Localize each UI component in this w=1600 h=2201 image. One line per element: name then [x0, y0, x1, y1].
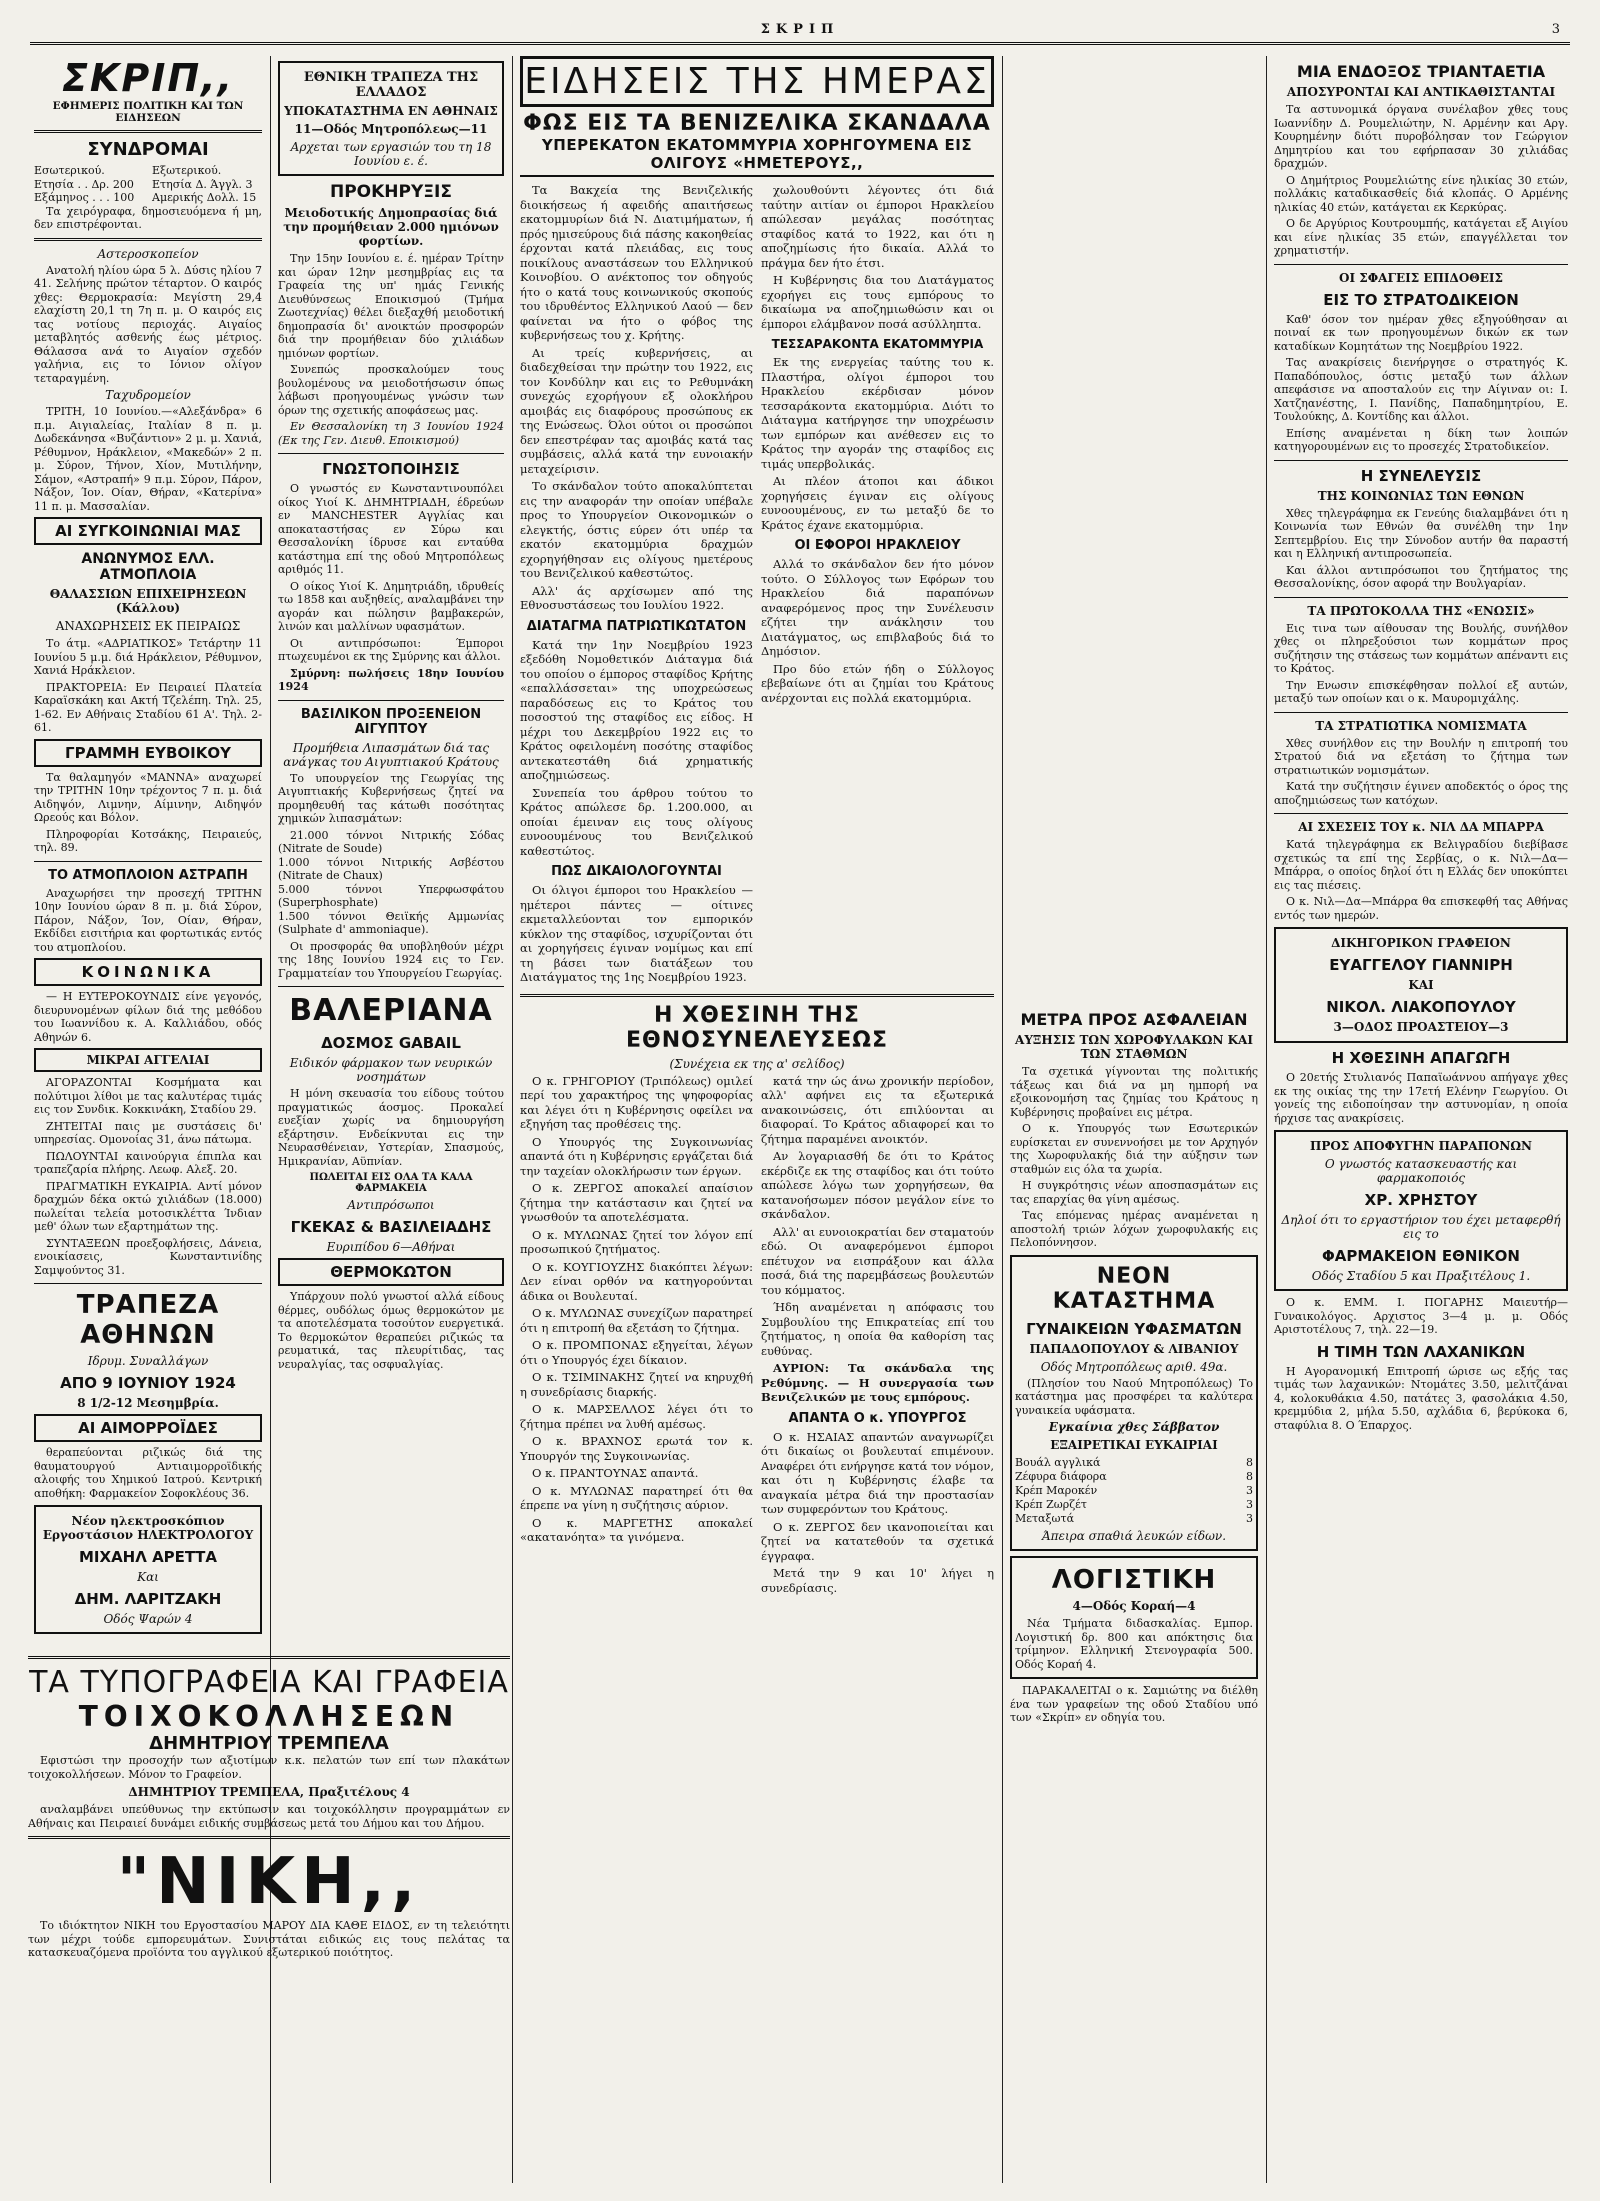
- egypt-consulate-text-2: Οι προσφοράς θα υποβληθούν μέχρι της 18ης Ιουνίου 1924 εις το Γεν. Γραμματείαν του Υπουργείου Γεωργίας.: [278, 939, 504, 980]
- ephors-paragraph: Αλλά το σκάνδαλον δεν ήτο μόνον τούτο. Ο Σύλλογος των Εφόρων του Ηρακλείου διά παραπόνων αναφερόμενος προς την Συνέλευσιν εζήτει την ανάκλησιν του Διατάγματος, ως επιβλαβούς διά το Δημόσιον.: [761, 557, 994, 658]
- lawyer-ad: [1274, 927, 1568, 1043]
- military-coins-text-2: Κατά την συζήτησιν έγινεν αποδεκτός ο όρος της αποζημιώσεως των κατόχων.: [1274, 780, 1568, 807]
- ship-company-departures: ΑΝΑΧΩΡΗΣΕΙΣ ΕΚ ΠΕΙΡΑΙΩΣ: [55, 619, 241, 633]
- thermokoton-title: ΘΕΡΜΟΚΩΤΟΝ: [278, 1258, 504, 1286]
- divider: [34, 238, 262, 241]
- announcement-title: ΓΝΩΣΤΟΠΟΙΗΣΙΣ: [322, 460, 460, 478]
- ship-company-subtitle: ΘΑΛΑΣΣΙΩΝ ΕΠΙΧΕΙΡΗΣΕΩΝ (Κάλλου): [49, 587, 247, 615]
- price-row-label: Βουάλ αγγλικά: [1015, 1456, 1101, 1469]
- new-shop-address: Οδός Μητροπόλεως αριθ. 49α.: [1040, 1359, 1228, 1374]
- forty-million-paragraph: Εκ της ενεργείας ταύτης του κ. Πλαστήρα, ολίγοι έμποροι του Ηρακλείου εκέρδισαν μόνον τεσσαράκοντα εκατομμύρια. Διότι το Διάταγμα κατήργησε την υποχρέωσιν των εμπόρων και ανέθεσεν εις το Κράτος την αγοράν της σταφίδος εις τιμάς υπερβολικάς.: [761, 355, 994, 471]
- new-shop-ad: [1010, 1255, 1258, 1552]
- valeriana-where: ΠΩΛΕΙΤΑΙ ΕΙΣ ΟΛΑ ΤΑ ΚΑΛΑ ΦΑΡΜΑΚΕΙΑ: [309, 1172, 473, 1194]
- small-ad: ΠΩΛΟΥΝΤΑΙ καινούργια έπιπλα και τραπεζαρία πλήρης. Λεωφ. Αλεξ. 20.: [34, 1149, 262, 1176]
- header-paper-name: ΣΚΡΙΠ: [760, 22, 840, 37]
- lead-paragraph: Αι τρείς κυβερνήσεις, αι διαδεχθείσαι την πρώτην του 1922, εις τον Κονδύλην και εις το Ρεθυμνάκη συνεχώς εχορήγουν εξ ολοκλήρου αμοιβάς εις διαφόρους προσώπους εκ της Ενώσεως. Όλοι ούτοι οι προσώποι δεν επεστρέφαν τας αμοιβάς κατά τας συμβάσεις, αλλά κατά την ευνοιακήν μεταχείρισιν.: [520, 345, 753, 476]
- protocols-text-2: Την Ενωσιν επισκέφθησαν πολλοί εξ αυτών, μεταξύ των οποίων και ο κ. Μαυρομιχάλης.: [1274, 678, 1568, 705]
- subhead-decree: ΔΙΑΤΑΓΜΑ ΠΑΤΡΙΩΤΙΚΩΤΑΤΟΝ: [526, 618, 747, 634]
- arretta-name2: ΔΗΜ. ΛΑΡΙΤΖΑΚΗ: [74, 1590, 222, 1608]
- nil-title: ΑΙ ΣΧΕΣΕΙΣ ΤΟΥ κ. ΝΙΛ ΔΑ ΜΠΑΡΡΑ: [1298, 820, 1544, 834]
- military-coins-text: Χθες συνήλθον εις την Βουλήν η επιτροπή του Στρατού διά να εξετάση το ζήτημα των στρατιωτικών νομισμάτων.: [1274, 736, 1568, 777]
- decree-paragraph: Κατά την 1ην Νοεμβρίου 1923 εξεδόθη Νομοθετικόν Διάταγμα διά του οποίου ο έμπορος σταφίδος Κρήτης «επαλλάσσεται» της υποχρεώσεως παραδόσεως εις το Κράτος του ποσοστού της σταφίδος εις είδος. Η μέχρι του Δεκεμβρίου 1922 εις το Κράτος οφειλομένη ποσότης σταφίδος αντεκατεστάθη διά χρηματικής αποζημιώσεως.: [520, 637, 753, 782]
- ship-company-text: Το άτμ. «ΑΔΡΙΑΤΙΚΟΣ» Τετάρτην 11 Ιουνίου 5 μ.μ. διά Ηράκλειον, Ρέθυμνον, Χανιά Ηράκλειον.: [34, 637, 262, 677]
- divider: [278, 986, 504, 987]
- court-subtitle: ΕΙΣ ΤΟ ΣΤΡΑΤΟΔΙΚΕΙΟΝ: [1323, 290, 1519, 309]
- valeriana-title: ΒΑΛΕΡΙΑΝΑ: [289, 993, 493, 1028]
- astrapi-text: Αναχωρήσει την προσεχή ΤΡΙΤΗΝ 10ην Ιουνίου ώραν 8 π. μ. διά Σύρον, Πάρον, Νάξον, Ίον, Οίαν, Θήραν, Εκδίδει εισιτήρια και φορτωτικάς εντός του ατμοπλοίου.: [34, 886, 262, 954]
- protocols-text: Εις τινα των αίθουσαν της Βουλής, συνήλθον χθες οι πληρεξούσιοι των κομμάτων προς συζήτησιν της στάσεως των κομμάτων απέναντι εις το Κράτος.: [1274, 621, 1568, 675]
- lead-right-text: Τα αστυνομικά όργανα συνέλαβον χθες τους Ιωαννίδην Δ. Ρουμελιώτην, Ν. Αρμένην και Αργ. Κουρημένην διότι πυροβόλησαν τον Γεώργιον Δημητρίου και του εφήρπασαν 30 χιλιάδας δραχμών.: [1274, 103, 1568, 170]
- haemorrhoids-text: θεραπεύονται ριζικώς διά της θαυματουργού Αντιαιμορροϊδικής αλοιφής του Χημικού Ιατρού. Κεντρική αποθήκη: Φαρμακείον Σοφοκλέους 36.: [34, 1446, 262, 1500]
- divider: [1274, 813, 1568, 814]
- lawyer-address: 3—ΟΔΟΣ ΠΡΟΑΣΤΕΙΟΥ—3: [1333, 1020, 1509, 1034]
- minister-paragraph: Μετά την 9 και 10' λήγει η συνεδρίασις.: [761, 1566, 994, 1595]
- pharmacy-text: Δηλοί ότι το εργαστήριον του έχει μεταφερθή εις το: [1281, 1213, 1561, 1241]
- valeriana-address: Ευριπίδου 6—Αθήναι: [326, 1240, 456, 1254]
- assembly-paragraph: Ο κ. ΜΥΛΩΝΑΣ ζητεί τον λόγον επί προσωπικού ζητήματος.: [520, 1227, 753, 1256]
- measures-text-4: Τας επόμενας ημέρας αναμένεται η αποστολή τριών λόχων χωροφυλακής εις Πελοπόννησον.: [1010, 1209, 1258, 1249]
- minister-paragraph: Ο κ. ΖΕΡΓΟΣ δεν ικανοποιείται και ζητεί να κατατεθούν τα σχετικά έγγραφα.: [761, 1519, 994, 1563]
- logistics-text: Νέα Τμήματα διδασκαλίας. Εμπορ. Λογιστική δρ. 800 και απόκτησις δια τρίμηνον. Ελληνική Στενογραφία 500. Οδός Κοραή 4.: [1015, 1617, 1253, 1671]
- print-shop-line-2: ΤΟΙΧΟΚΟΛΛΗΣΕΩΝ: [78, 1700, 460, 1733]
- lead-right-title: ΜΙΑ ΕΝΔΟΞΟΣ ΤΡΙΑΝΤΑΕΤΙΑ: [1296, 62, 1546, 81]
- arretta-name1: ΜΙΧΑΗΛ ΑΡΕΤΤΑ: [79, 1548, 217, 1566]
- ephors-paragraph: Προ δύο ετών ήδη ο Σύλλογος εβεβαίωνε ότι αι ζημίαι του Κράτους ανέρχονται εις πολλά εκατομμύρια.: [761, 661, 994, 705]
- line-agents: Πληροφορίαι Κοτσάκης, Πειραιεύς, τηλ. 89.: [34, 827, 262, 854]
- page-header: [30, 22, 1570, 45]
- bank-athens-date: ΑΠΟ 9 ΙΟΥΝΙΟΥ 1924: [60, 1374, 236, 1392]
- assembly-paragraph: Ο κ. ΖΕΡΓΟΣ αποκαλεί απαίσιον ζήτημα την κατάστασιν και ζητεί να γνωσθούν τα αποτελέσματα.: [520, 1181, 753, 1224]
- nike-text: Το ιδιόκτητον ΝΙΚΗ του Εργοστασίου ΜΑΡΟΥ ΔΙΑ ΚΑΘΕ ΕΙΔΟΣ, εν τη τελειότητι των μέχρι τούδε εμπορευμάτων. Συνιστάται ειδικώς εις τους πελάτας τα κατασκευαζόμενα προϊόντα του αγγλικού εξωτερικού ποιότητος.: [28, 1919, 510, 1959]
- announcement-text-3: Οι αντιπρόσωποι: Έμποροι πτωχευμένοι εκ της Σμύρνης και άλλοι.: [278, 636, 504, 663]
- valeriana-sub: ΔΟΣΜΟΣ GABAIL: [321, 1034, 461, 1052]
- pharmacy-address: Οδός Σταδίου 5 και Πραξιτέλους 1.: [1311, 1269, 1531, 1283]
- line-text: Τα θαλαμηγόν «ΜΑΝΝΑ» αναχωρεί την ΤΡΙΤΗΝ 10ην τρέχοντος 7 π. μ. διά Αιδηψόν, Λιμνην, Αίμινην, Αιδηψόν Ωρεούς και Βόλον.: [34, 770, 262, 824]
- small-ad: ΠΡΑΓΜΑΤΙΚΗ ΕΥΚΑΙΡΙΑ. Αντί μόνον δραχμών δέκα οκτώ χιλιάδων (18.000) πωλείται τελεία μοτοσικλέττα Ίνδιαν μεθ' όλων των εξαρτημάτων της.: [34, 1179, 262, 1233]
- assembly-paragraph: Ο Υπουργός της Συγκοινωνίας απαντά ότι η Κυβέρνησις εργάζεται διά την ταχείαν ολοκλήρωσιν των έργων.: [520, 1134, 753, 1178]
- astro-title: Αστεροσκοπείον: [97, 246, 199, 261]
- forty-million-paragraph: Αι πλέον άτοποι και άδικοι χορηγήσεις έγιναν εις ολίγους ευνοουμένους, εν τω μεταξύ δε το Κράτος έχανε εκατομμύρια.: [761, 474, 994, 532]
- meeting-subtitle: ΤΗΣ ΚΟΙΝΩΝΙΑΣ ΤΩΝ ΕΘΝΩΝ: [1317, 488, 1525, 503]
- assembly-paragraph: Ο κ. ΠΡΟΜΠΟΝΑΣ εξηγείται, λέγων ότι ο Υπουργός έχει δίκαιον.: [520, 1338, 753, 1367]
- subhead-justify: ΠΩΣ ΔΙΚΑΙΟΛΟΓΟΥΝΤΑΙ: [551, 864, 722, 879]
- divider: [28, 1656, 510, 1659]
- national-bank-address: 11—Οδός Μητροπόλεως—11: [294, 122, 488, 136]
- print-shop-text-2: αναλαμβάνει υπεύθυνως την εκτύπωσιν και τοιχοκόλλησιν προγραμμάτων εν Αθήναις και Πειραιεί δυνάμει ειδικής συμβάσεως μετά του Δήμου και του Δήμου.: [28, 1803, 510, 1830]
- meeting-text: Χθες τηλεγράφημα εκ Γενεύης διαλαμβάνει ότι η Κοινωνία των Εθνών θα συνέλθη την 1ην Σεπτεμβρίου. Εις την Σύνοδον αυτήν θα παραστή και η Ελληνική αντιπροσωπεία.: [1274, 506, 1568, 560]
- price-row: [1015, 1484, 1253, 1498]
- divider: [1274, 712, 1568, 713]
- tomorrow-note: ΑΥΡΙΟΝ: Τα σκάνδαλα της Ρεθύμνης. — Η συνεργασία των Βενιζελικών με τους εμπόρους.: [761, 1361, 994, 1404]
- price-row-label: Κρέπ Ζωρζέτ: [1015, 1498, 1087, 1511]
- subhead-ephors: ΟΙ ΕΦΟΡΟΙ ΗΡΑΚΛΕΙΟΥ: [794, 538, 961, 553]
- column-divider: [1002, 56, 1003, 2183]
- logistics-address: 4—Οδός Κοραή—4: [1072, 1599, 1196, 1613]
- notice-title: ΠΡΟΚΗΡΥΞΙΣ: [330, 182, 452, 202]
- new-shop-price-list: [1015, 1456, 1253, 1526]
- right-paragraph: Ήδη αναμένεται η απόφασις του Συμβουλίου της Επικρατείας επί του ζητήματος, η οποία θα καθορίση τας ευθύνας.: [761, 1300, 994, 1358]
- astro-text: Ανατολή ηλίου ώρα 5 λ. Δύσις ηλίου 7 41. Σελήνης πρώτον τέταρτον. Ο καιρός χθες: Θερμοκρασία: Μεγίστη 29,4 ελαχίστη 20,1 τη 7η π. μ. Ο καιρός εις τας νοτίους περιοχάς. Αιγαίος μεταβλητός ασθενής έως μέτριος. Θάλασσα ανά το Αιγαίον σχεδόν γαλήνια, εις το Ιόνιον ολίγον τεταραγμένη.: [34, 263, 262, 385]
- national-bank-sub: ΥΠΟΚΑΤΑΣΤΗΜΑ ΕΝ ΑΘΗΝΑΙΣ: [284, 104, 498, 118]
- smyrna-note: ΠΑΡΑΚΑΛΕΙΤΑΙ ο κ. Σαμιώτης να διέλθη ένα των γραφείων της οδού Σταδίου υπό των «Σκρίπ» εν οδηγία του.: [1010, 1684, 1258, 1724]
- decree-paragraph: Συνεπεία του άρθρου τούτου το Κράτος απώλεσε δρ. 1.200.000, αι οποίαι έμειναν εις τους ολίγους ευνοουμένους του Βενιζελικού καθεστώτος.: [520, 785, 753, 858]
- national-bank-title: ΕΘΝΙΚΗ ΤΡΑΠΕΖΑ ΤΗΣ ΕΛΛΑΔΟΣ: [303, 70, 479, 100]
- bank-athens-sub: Ιδρυμ. Συναλλάγων: [87, 1354, 209, 1368]
- mid-paragraph: Η Κυβέρνησις δια του Διατάγματος εχορήγει εις τους εμπόρους το δικαίωμα να αποζημιωθώσιν και οι έμποροι ελάμβανον ποσά ασύλληπτα.: [761, 273, 994, 331]
- new-shop-subtitle: ΓΥΝΑΙΚΕΙΩΝ ΥΦΑΣΜΑΤΩΝ: [1026, 1319, 1242, 1338]
- arretta-ad: [34, 1505, 262, 1634]
- arretta-address: Οδός Ψαρών 4: [103, 1612, 193, 1626]
- divider: [1274, 597, 1568, 598]
- valeriana-agents: ΓΚΕΚΑΣ & ΒΑΣΙΛΕΙΑΔΗΣ: [290, 1218, 492, 1236]
- subscriptions-foreign: Εξωτερικού. Ετησία Δ. Άγγλ. 3 Αμερικής Δολλ. 15: [152, 164, 257, 204]
- vegetable-prices-text: Η Αγορανομική Επιτροπή ώρισε ως εξής τας τιμάς των λαχανικών: Ντομάτες 3.50, μελιτζάναι 4, κολοκυθάκια 4.50, πατάτες 3, φασολάκια 4.50, κρεμμύδια 2, μήλα 5.50, αχλάδια 6, βερύκοκα 6, σταφύλια 8. Ο Έπαρχος.: [1274, 1364, 1568, 1432]
- small-ads-title: ΜΙΚΡΑΙ ΑΓΓΕΛΙΑΙ: [34, 1048, 262, 1072]
- divider: [34, 861, 262, 862]
- column-3: [514, 56, 1000, 2183]
- pharmacy-ad: [1274, 1130, 1568, 1291]
- divider: [34, 130, 262, 133]
- assembly-paragraph: Ο κ. ΓΡΗΓΟΡΙΟΥ (Τριπόλεως) ομιλεί περί του χαρακτήρος της ψηφοφορίας και λέγει ότι η Κυβέρνησις οφείλει να εξηγήση τας προθέσεις της.: [520, 1073, 753, 1131]
- post-text: ΤΡΙΤΗ, 10 Ιουνίου.—«Αλεξάνδρα» 6 π.μ. Αιγιαλείας, Ιταλίαν 8 π. μ. Δωδεκάνησα «Βυζάντιον» 2 μ. μ. Χανιά, Ρέθυμνον, Ηράκλειον, «Μακεδών» 2 π. μ. Σύρον, Τήνον, Χίον, Μυτιλήνην, Σάμον, «Αστραπή» 9 π.μ. Σύρον, Πάρον, Νάξον, Ίον. Οίαν, Θήραν, «Κατερίνα» 11 π. μ. Μασσαλίαν.: [34, 405, 262, 513]
- mid-paragraph: χωλουθούντι λέγοντες ότι διά ταύτην αιτίαν οι έμποροι Ηρακλείου απώλεσαν μεγάλας ποσότητας σταφίδος κατά το 1922, και ότι η αποζημίωσις ήτο δικαία. Αλλά το πράγμα δεν ήτο έτσι.: [761, 183, 994, 270]
- thermokoton-text: Υπάρχουν πολύ γνωστοί αλλά είδους θέρμες, ουδόλως όμως θερμοκώτον με τα αποτελέσματα τοσούτον ευεργετικά. Το θερμοκώτον θεραπεύει ριζικώς τα ρευματικά, τας πλευρίτιδας, τας νευραλγίας, τας οσφυαλγίας.: [278, 1290, 504, 1371]
- assembly-paragraph: Ο κ. ΠΡΑΝΤΟΥΝΑΣ απαντά.: [532, 1466, 699, 1480]
- divider: [520, 994, 994, 997]
- price-row-value: 8: [1246, 1470, 1253, 1483]
- protocols-title: ΤΑ ΠΡΩΤΟΚΟΛΛΑ ΤΗΣ «ΕΝΩΣΙΣ»: [1307, 603, 1535, 618]
- lawyer-title: ΔΙΚΗΓΟΡΙΚΟΝ ΓΡΑΦΕΙΟΝ: [1331, 936, 1511, 950]
- lead-right-text-3: Ο δε Αργύριος Κουτρουμπής, κατάγεται εξ Αιγίου και είνε ηλικίας 35 ετών, επαγγέλλεται τον χρηματιστήν.: [1274, 217, 1568, 257]
- print-shop-text: Εφιστώσι την προσοχήν των αξιοτίμων κ.κ. πελατών των επί των πλακάτων τοιχοκολλήσεων. Μόνον το Γραφείον.: [28, 1754, 510, 1781]
- pharmacy-title: ΠΡΟΣ ΑΠΟΦΥΓΗΝ ΠΑΡΑΠΟΝΩΝ: [1310, 1139, 1532, 1153]
- arretta-box: Νέον ηλεκτροσκόπιον Εργοστάσιον ΗΛΕΚΤΡΟΛΟΓΟΥ: [42, 1514, 254, 1542]
- lead-paragraph: Το σκάνδαλον τούτο αποκαλύπτεται εις την αναφοράν την οποίαν υπέβαλε προς το Υπουργείον Οικονομικών ο ελεγκτής, όστις εύρεν ότι υπέρ τα εκατόν εκατομμύρια δραχμών εχορηγήθησαν εις ολίγους ημετέρους του Βενιζελικού καθεστώτος.: [520, 479, 753, 580]
- national-bank-ad: [278, 61, 504, 176]
- assembly-paragraph: Ο κ. ΚΟΥΓΙΟΥΖΗΣ διακόπτει λέγων: Δεν είναι ορθόν να κατηγορούνται άδικα οι Βουλευταί.: [520, 1259, 753, 1303]
- announcement-date: Σμύρνη: πωλήσεις 18ην Ιουνίου 1924: [278, 666, 504, 693]
- lead-paragraph: Τα Βακχεία της Βενιζελικής διοικήσεως ή αφειδής απαιτήσεως εκατομμυρίων διά Ν. Διατιμήματων, ή πρός ημισεύρους διά πάσης κακοηθείας έρχονται κατά πλειάδας, εις τους ποικίλους αναστάσεων του Ελληνικού Κοινοβίου. Ο ανέκτοπος τον οδηγούς ήτο ο κατά τους κοινωνικούς σκοπούς του ιδρυθέντος Ελληνικού Λαού — δεν φαίνεται να ήτο ο φόβος της κυβερνήσεως του χ. Κρήτης.: [520, 183, 753, 342]
- subscriptions-title: ΣΥΝΔΡΟΜΑΙ: [87, 139, 209, 160]
- price-row: [1015, 1470, 1253, 1484]
- military-coins-title: ΤΑ ΣΤΡΑΤΙΩΤΙΚΑ ΝΟΜΙΣΜΑΤΑ: [1315, 718, 1527, 733]
- logistics-title: ΛΟΓΙΣΤΙΚΗ: [1051, 1565, 1217, 1595]
- assembly-title: Η ΧΘΕΣΙΝΗ ΤΗΣ ΕΘΝΟΣΥΝΕΛΕΥΣΕΩΣ: [625, 1002, 889, 1053]
- lead-right-subtitle: ΑΠΟΣΥΡΟΝΤΑΙ ΚΑΙ ΑΝΤΙΚΑΘΙΣΤΑΝΤΑΙ: [1286, 85, 1556, 99]
- subscriptions-table: [34, 164, 262, 205]
- page-number: 3: [1551, 22, 1560, 37]
- new-shop-opening: Εγκαίνια χθες Σάββατον: [1048, 1420, 1220, 1434]
- egypt-consulate-title: ΒΑΣΙΛΙΚΟΝ ΠΡΟΞΕΝΕΙΟΝ ΑΙΓΥΠΤΟΥ: [300, 706, 482, 737]
- ship-company-agents: ΠΡΑΚΤΟΡΕΙΑ: Εν Πειραιεί Πλατεία Καραϊσκάκη και Ακτή Τζελέπη. Τηλ. 25, 1-62. Εν Αθήναις Σταδίου 61 Α'. Τηλ. 2-61.: [34, 680, 262, 734]
- divider: [34, 1283, 262, 1284]
- pharmacy-subtitle: Ο γνωστός κατασκευαστής και φαρμακοποιός: [1324, 1157, 1518, 1185]
- meeting-text-2: Και άλλοι αντιπρόσωποι του ζητήματος της Θεσσαλονίκης, όσον αφορά την Βουλγαρίαν.: [1274, 563, 1568, 590]
- valeriana-tag: Ειδικόν φάρμακον των νευρικών νοσημάτων: [289, 1056, 493, 1084]
- column-5: [1268, 56, 1574, 2183]
- price-row: [1015, 1512, 1253, 1526]
- small-ad: ΣΥΝΤΑΞΕΩΝ προεξοφλήσεις, Δάνεια, ενοικίασεις, Κωνσταντινίδης Σαμψούντος 31.: [34, 1236, 262, 1277]
- pharmacy-shop: ΦΑΡΜΑΚΕΙΟΝ ΕΘΝΙΚΟΝ: [1322, 1247, 1520, 1265]
- assembly-paragraph: Ο κ. ΤΣΙΜΙΝΑΚΗΣ ζητεί να κηρυχθή η συνεδρίασις διαρκής.: [520, 1370, 753, 1399]
- lead-right-text-2: Ο Δημήτριος Ρουμελιώτης είνε ηλικίας 30 ετών, πολλάκις καταδικασθείς διά κλοπάς. Ο Αρμένης ηλικίας 40 ετών, κατάγεται εκ Κερκύρας.: [1274, 173, 1568, 214]
- new-shop-deals: ΕΞΑΙΡΕΤΙΚΑΙ ΕΥΚΑΙΡΙΑΙ: [1050, 1438, 1218, 1452]
- price-row-value: 3: [1246, 1498, 1253, 1511]
- logistics-ad: [1010, 1556, 1258, 1679]
- court-text: Καθ' όσον τον ημέραν χθες εξηγούθησαν αι ποιναί εκ των προηγουμένων δικών εκ των καταδίκων Κομητάτων της Νοεμβρίου 1922.: [1274, 312, 1568, 353]
- bank-athens-hours: 8 1/2-12 Μεσημβρία.: [77, 1396, 219, 1410]
- column-2: [272, 56, 510, 1641]
- assembly-paragraph: Ο κ. ΜΥΛΩΝΑΣ παρατηρεί ότι θα έπρεπε να γίνη η συζήτησις αύριον.: [520, 1483, 753, 1512]
- print-shop-line-1: ΤΑ ΤΥΠΟΓΡΑΦΕΙΑ ΚΑΙ ΓΡΑΦΕΙΑ: [29, 1665, 509, 1700]
- assembly-paragraph: Ο κ. ΒΡΑΧΝΟΣ ερωτά τον κ. Υπουργόν της Συγκοινωνίας.: [520, 1434, 753, 1463]
- minister-paragraph: Ο κ. ΗΣΑΙΑΣ απαντών αναγνωρίζει ότι δικαίως οι βουλευταί επιμένουν. Αναφέρει ότι ενήργησε κατά τον νόμον, και ότι η Κυβέρνησις έλαβε τα αναγκαία μέτρα διά την προστασίαν των συμφερόντων του Κράτους.: [761, 1429, 994, 1516]
- price-row: [1015, 1498, 1253, 1512]
- column-divider: [512, 56, 513, 2183]
- new-shop-title: ΝΕΟΝ ΚΑΤΑΣΤΗΜΑ: [1052, 1263, 1216, 1314]
- notice-signature: Εν Θεσσαλονίκη τη 3 Ιουνίου 1924 (Εκ της Γεν. Διευθ. Εποικισμού): [278, 420, 504, 447]
- social-news-text: — Η ΕΥΤΕΡΟΚΟΥΝΔΙΣ είνε γεγονός, διευρυνομένων φίλων διά της μεθόδου του Ιωαννίδου κ. Α. Καλλιάδου, οδός Αθηνών 6.: [34, 990, 262, 1044]
- astrapi-title: ΤΟ ΑΤΜΟΠΛΟΙΟΝ ΑΣΤΡΑΠΗ: [48, 867, 248, 883]
- lawyer-name-2: ΝΙΚΟΛ. ΛΙΑΚΟΠΟΥΛΟΥ: [1326, 998, 1516, 1016]
- valeriana-agents-label: Αντιπρόσωποι: [347, 1198, 435, 1212]
- column-divider: [1266, 56, 1267, 2183]
- divider: [1274, 264, 1568, 265]
- price-row-label: Κρέπ Μαροκέν: [1015, 1484, 1098, 1497]
- national-bank-note: Αρχεται των εργασιών του τη 18 Ιουνίου ε. έ.: [290, 140, 492, 168]
- assembly-paragraph: Ο κ. ΜΑΡΓΕΤΗΣ αποκαλεί «ακατανόητα» τα γινόμενα.: [520, 1515, 753, 1544]
- divider: [278, 453, 504, 454]
- divider: [1274, 460, 1568, 461]
- abduction-title: Η ΧΘΕΣΙΝΗ ΑΠΑΓΩΓΗ: [1331, 1049, 1511, 1067]
- court-text-3: Επίσης αναμένεται η δίκη των λοιπών κατηγορουμένων εις το προσεχές Στρατοδικείον.: [1274, 426, 1568, 453]
- assembly-paragraph: Ο κ. ΜΥΛΩΝΑΣ συνεχίζων παρατηρεί ότι η επιτροπή θα εξετάση το ζήτημα.: [520, 1306, 753, 1335]
- egypt-consulate-text: Το υπουργείον της Γεωργίας της Αιγυπτιακής Κυβερνήσεως ζητεί να προμηθευθή τας κάτωθι ποσότητας χημικών λιπασμάτων:: [278, 771, 504, 825]
- masthead-subtitle: ΕΦΗΜΕΡΙΣ ΠΟΛΙΤΙΚΗ ΚΑΙ ΤΩΝ ΕΙΔΗΣΕΩΝ: [52, 100, 244, 124]
- assembly-paragraph: Ο κ. ΜΑΡΣΕΛΛΟΣ λέγει ότι το ζήτημα πρέπει να λυθή αμέσως.: [520, 1402, 753, 1431]
- new-shop-footer: Άπειρα σπαθιά λευκών είδων.: [1041, 1529, 1227, 1543]
- social-title: ΑΙ ΣΥΓΚΟΙΝΩΝΙΑΙ ΜΑΣ: [34, 517, 262, 545]
- notice-subtitle: Μειοδοτικής Δημοπρασίας διά την προμήθειαν 2.000 ημιόνων φορτίων.: [283, 206, 499, 248]
- doctor-note: Ο κ. ΕΜΜ. Ι. ΠΟΓΑΡΗΣ Μαιευτήρ—Γυναικολόγος. Αρχιστος 3—4 μ. μ. Οδός Αριστοτέλους 7, τηλ. 22—19.: [1274, 1296, 1568, 1336]
- egypt-consulate-items: 21.000 τόννοι Νιτρικής Σόδας (Nitrate de Soude) 1.000 τόννοι Νιτρικής Ασβέστου (Nitrate de Chaux) 5.000 τόννοι Υπερφωσφάτου (Superphosphate) 1.500 τόννοι Θειϊκής Αμμωνίας (Sulphate d' ammoniaque).: [278, 828, 504, 936]
- right-paragraph: Αν λογαριασθή δε ότι το Κράτος εκέρδιζε εκ της σταφίδος και ότι τούτο απώλεσε λόγω των χορηγήσεων, θα κατανοήσωμεν πόσον μεγάλον είνε το σκάνδαλον.: [761, 1149, 994, 1221]
- bottom-ads: [28, 1650, 510, 2180]
- nil-text: Κατά τηλεγράφημα εκ Βελιγραδίου διεβίβασε σχετικώς τα επί της Σερβίας, ο κ. Νιλ—Δα—Μπάρρα, ο οποίος δηλοί ότι η Ελλάς δεν υποκύπτει εις τας πιέσεις.: [1274, 838, 1568, 892]
- price-row: [1015, 1456, 1253, 1470]
- measures-title: ΜΕΤΡΑ ΠΡΟΣ ΑΣΦΑΛΕΙΑΝ: [1020, 1010, 1248, 1029]
- lead-article: [520, 183, 994, 988]
- minister-title: ΑΠΑΝΤΑ Ο κ. ΥΠΟΥΡΓΟΣ: [788, 1410, 967, 1426]
- subscriptions-domestic: Εσωτερικού. Ετησία . . Δρ. 200 Εξάμηνος . . . 100: [34, 164, 135, 204]
- price-row-label: Ζέφυρα διάφορα: [1015, 1470, 1107, 1483]
- notice-text-2: Συνεπώς προσκαλούμεν τους βουλομένους να μειοδοτήσωσιν όπως λάβωσι προηγουμένως γνώσιν των όρων της σχετικής αποφάσεως μας.: [278, 363, 504, 417]
- announcement-text-2: Ο οίκος Υιοί Κ. Δημητριάδη, ιδρυθείς τω 1858 και αυξηθείς, αναλαμβάνει την αγοράν και πώλησιν βαμβακερών, λινών και μαλλίνων υφασμάτων.: [278, 579, 504, 633]
- egypt-consulate-sub: Προμήθεια Λιπασμάτων διά τας ανάγκας του Αιγυπτιακού Κράτους: [283, 740, 499, 769]
- bank-athens-title: ΤΡΑΠΕΖΑ ΑΘΗΝΩΝ: [76, 1290, 220, 1350]
- nike-title: "ΝΙΚΗ,,: [116, 1845, 422, 1919]
- post-title: Ταχυδρομείον: [105, 388, 191, 402]
- price-row-value: 3: [1246, 1484, 1253, 1497]
- small-ad: ΖΗΤΕΙΤΑΙ παις με συστάσεις δι' υπηρεσίας. Ομονοίας 31, άνω πάτωμα.: [34, 1119, 262, 1146]
- new-shop-owner: ΠΑΠΑΔΟΠΟΥΛΟΥ & ΛΙΒΑΝΙΟΥ: [1029, 1341, 1239, 1356]
- news-banner: ΕΙΔΗΣΕΙΣ ΤΗΣ ΗΜΕΡΑΣ: [520, 56, 994, 107]
- notice-text: Την 15ην Ιουνίου ε. έ. ημέραν Τρίτην και ώραν 12ην μεσημβρίας εις τα Γραφεία της υπ' ημάς Γενικής Διευθύνσεως Εποικισμού (Τμήμα Ζωοτεχνίας) θέλει διεξαχθή μειοδοτική δημοπρασία δι' ανοικτών προσφορών διά την προμήθειαν δύο χιλιάδων ημιόνων φορτίων.: [278, 252, 504, 360]
- justify-paragraph: Οι όλιγοι έμποροι του Ηρακλείου — ημέτεροι πάντες — οίτινες εκμεταλλεύονται τον εμπορικόν κύκλον της σταφίδος, ισχυρίζονται ότι αι χορηγήσεις έγιναν νομίμως και επί τη βάσει των διατάξεων του Διατάγματος της 1ης Νοεμβρίου 1923.: [520, 883, 753, 984]
- court-text-2: Τας ανακρίσεις διενήργησε ο στρατηγός Κ. Παπαδόπουλος, όστις μεταξύ των άλλων απεφάσισε να αποσταλούν εις την Αίγιναν οι: Ι. Χατζηανέστης, Ι. Πανίδης, Παπαδημητρίου, Ε. Τουλούκης, Δ. Κοντίδης και άλλοι.: [1274, 356, 1568, 423]
- vegetable-prices-title: Η ΤΙΜΗ ΤΩΝ ΛΑΧΑΝΙΚΩΝ: [1316, 1342, 1526, 1361]
- line-title: ΓΡΑΜΜΗ ΕΥΒΟΙΚΟΥ: [34, 739, 262, 767]
- lead-paragraph: Αλλ' άς αρχίσωμεν από της Εθνοσυστάσεως του Ιουλίου 1922.: [520, 583, 753, 612]
- nil-text-2: Ο κ. Νιλ—Δα—Μπάρρα θα επισκεφθή τας Αθήνας εντός των ημερών.: [1274, 895, 1568, 922]
- divider: [28, 1836, 510, 1839]
- ship-company-title: ΑΝΩΝΥΜΟΣ ΕΛΛ. ΑΤΜΟΠΛΟΙΑ: [81, 551, 215, 583]
- right-paragraph: κατά την ώς άνω χρονικήν περίοδον, αλλ' αφήνει εις τα εξωτερικά ανακοινώσεις, ότι επιλύονται αι διαφοραί. Το Κράτος αδιαφορεί και το ζήτημα παραμένει ανοικτόν.: [761, 1073, 994, 1146]
- valeriana-text: Η μόνη σκευασία του είδους τούτου πραγματικώς άοσμος. Προκαλεί ευεξίαν χωρίς να δημιουργήση εξάρτησιν. Ενδείκνυται εις την Νευρασθένειαν, Υστερίαν, Σπασμούς, Ημικρανίαν, Αϋπνίαν.: [278, 1087, 504, 1168]
- lead-kicker-2: ΥΠΕΡΕΚΑΤΟΝ ΕΚΑΤΟΜΜΥΡΙΑ ΧΟΡΗΓΟΥΜΕΝΑ ΕΙΣ ΟΛΙΓΟΥΣ «ΗΜΕΤΕΡΟΥΣ,,: [520, 136, 994, 177]
- lead-kicker: ΦΩΣ ΕΙΣ ΤΑ ΒΕΝΙΖΕΛΙΚΑ ΣΚΑΝΔΑΛΑ: [523, 111, 991, 136]
- masthead-title: ΣΚΡΙΠ,,: [61, 56, 235, 100]
- abduction-text: Ο 20ετής Στυλιανός Παπαϊωάννου απήγαγε χθες εκ της οικίας της την 17ετή Ελένην Γεωργίου. Οι γονείς της ειδοποίησαν την αστυνομίαν, η οποία ήρχισε τας ανακρίσεις.: [1274, 1071, 1568, 1125]
- lawyer-and: ΚΑΙ: [1408, 978, 1434, 992]
- pharmacy-name: ΧΡ. ΧΡΗΣΤΟΥ: [1364, 1191, 1478, 1209]
- haemorrhoids-title: ΑΙ ΑΙΜΟΡΡΟΪΔΕΣ: [34, 1414, 262, 1442]
- right-paragraph: Αλλ' αι ευνοιοκρατίαι δεν σταματούν εδώ. Οι αναφερόμενοι έμποροι επέτυχον να εισπράξουν και άλλα ποσά, διά της παρεμβάσεως βουλευτών του κόμματος.: [761, 1224, 994, 1297]
- price-row-value: 3: [1246, 1512, 1253, 1525]
- announcement-text: Ο γνωστός εν Κωνσταντινουπόλει οίκος Υιοί Κ. ΔΗΜΗΤΡΙΑΔΗ, έδρεύων εν MANCHESTER Αγγλίας και αποκαταστήσας εν Σύρω και Θεσσαλονίκη ίδρυσε και ενταύθα κατάστημα επί της οδού Μητροπόλεως αριθμός 11.: [278, 482, 504, 576]
- measures-text-2: Ο κ. Υπουργός των Εσωτερικών ευρίσκεται εν συνεννοήσει με τον Αρχηγόν της Χωροφυλακής διά την αύξησιν των σταθμών εις όλα τα χωρία.: [1010, 1122, 1258, 1176]
- court-title: ΟΙ ΣΦΑΓΕΙΣ ΕΠΙΔΟΘΕΙΣ: [1339, 270, 1503, 285]
- print-shop-line-3: ΔΗΜΗΤΡΙΟΥ ΤΡΕΜΠΕΛΑ: [149, 1733, 389, 1754]
- price-row-value: 8: [1246, 1456, 1253, 1469]
- measures-text-3: Η συγκρότησις νέων αποσπασμάτων εις τας επαρχίας θα γίνη αμέσως.: [1010, 1179, 1258, 1206]
- small-ad: ΑΓΟΡΑΖΟΝΤΑΙ Κοσμήματα και πολύτιμοι λίθοι με τας καλυτέρας τιμάς εις τον Συνδικ. Κοκκινάκη, Σταδίου 29.: [34, 1076, 262, 1116]
- price-row-label: Μεταξωτά: [1015, 1512, 1075, 1525]
- divider: [278, 700, 504, 701]
- assembly-continued: (Συνέχεια εκ της α' σελίδος): [669, 1056, 845, 1071]
- new-shop-text: (Πλησίον του Ναού Μητροπόλεως) Το κατάστημα μας προσφέρει τα καλύτερα γυναικεία υφάσματα.: [1015, 1376, 1253, 1417]
- measures-subtitle: ΑΥΞΗΣΙΣ ΤΩΝ ΧΩΡΟΦΥΛΑΚΩΝ ΚΑΙ ΤΩΝ ΣΤΑΘΜΩΝ: [1015, 1033, 1253, 1061]
- measures-text: Τα σχετικά γίγνονται της πολιτικής τάξεως και διά να μη ημπορή να εξοικονομήση τας ζημίας του Κράτους η Κυβέρνησις προβαίνει εις μέτρα.: [1010, 1065, 1258, 1119]
- arretta-and: Και: [137, 1570, 159, 1584]
- assembly-article: [520, 1074, 994, 1599]
- meeting-title: Η ΣΥΝΕΛΕΥΣΙΣ: [1360, 466, 1482, 485]
- subhead-forty-million: ΤΕΣΣΑΡΑΚΟΝΤΑ ΕΚΑΤΟΜΜΥΡΙΑ: [771, 337, 984, 351]
- lawyer-name-1: ΕΥΑΓΓΕΛΟΥ ΓΙΑΝΝΙΡΗ: [1329, 956, 1513, 974]
- column-4: [1004, 1004, 1264, 2183]
- social-news-title: ΚΟΙΝΩΝΙΚΑ: [34, 958, 262, 986]
- column-1: [28, 56, 268, 1641]
- subscriptions-note: Τα χειρόγραφα, δημοσιευόμενα ή μη, δεν επιστρέφονται.: [34, 204, 262, 231]
- print-shop-address: ΔΗΜΗΤΡΙΟΥ ΤΡΕΜΠΕΛΑ, Πραξιτέλους 4: [128, 1785, 410, 1799]
